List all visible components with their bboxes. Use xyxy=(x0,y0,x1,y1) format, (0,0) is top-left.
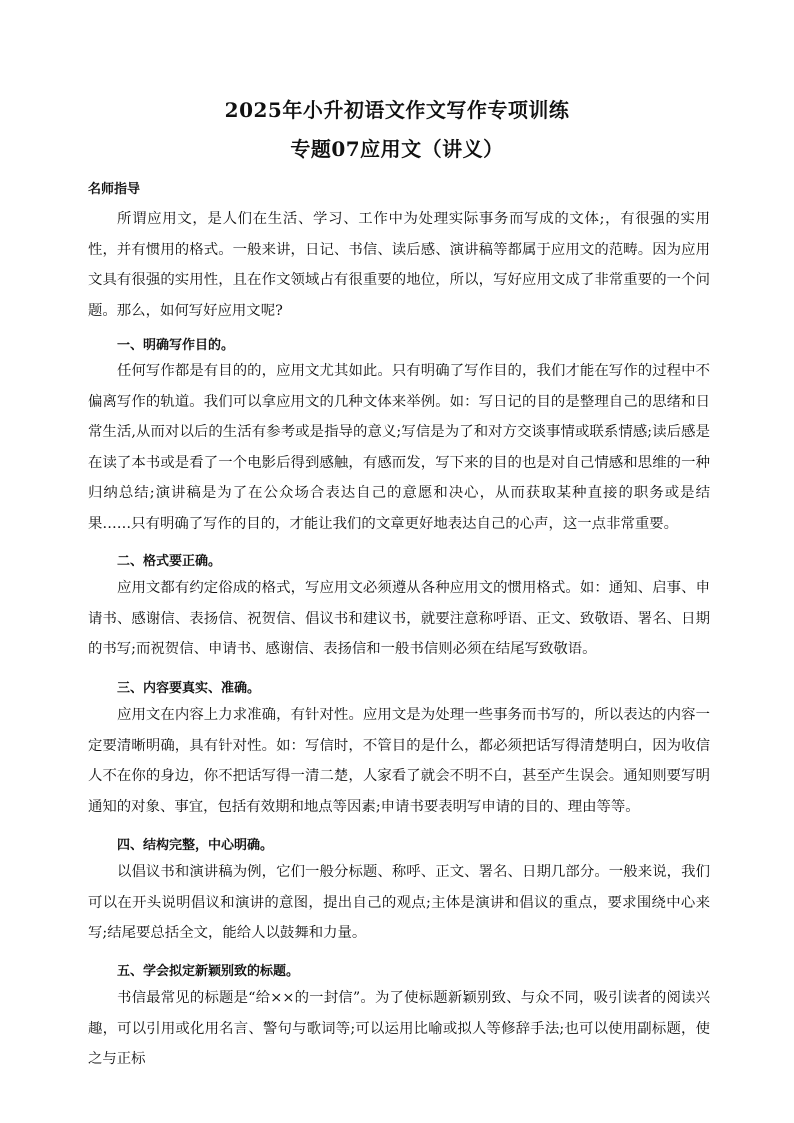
section-heading-3: 三、内容要真实、准确。 xyxy=(117,681,261,696)
document-subtitle: 专题07应用文（讲义） xyxy=(290,137,504,161)
section-body-4: 以倡议书和演讲稿为例，它们一般分标题、称呼、正文、署名、日期几部分。一般来说，我们可以在开头说明倡议和演讲的意图，提出自己的观点;主体是演讲和倡议的重点，要求围绕中心来写;结尾要总括全文，能给人以鼓舞和力量。 xyxy=(88,864,710,941)
section-body-5: 书信最常见的标题是“给××的一封信”。为了使标题新颖别致、与众不同，吸引读者的阅读兴趣，可以引用或化用名言、警句与歌词等;可以运用比喻或拟人等修辞手法;也可以使用副标题，使之与正标 xyxy=(88,990,710,1067)
section-heading-1: 一、明确写作目的。 xyxy=(117,338,235,353)
section-heading-5: 五、学会拟定新颖别致的标题。 xyxy=(117,964,300,979)
section-body-1: 任何写作都是有目的的，应用文尤其如此。只有明确了写作目的，我们才能在写作的过程中不偏离写作的轨道。我们可以拿应用文的几种文体来举例。如：写日记的目的是整理自己的思绪和日常生活,从而对以后的生活有参考或是指导的意义;写信是为了和对方交谈事情或联系情感;读后感是在读了本书或是看了一个电影后得到感触，有感而发，写下来的目的也是对自己情感和思维的一种归纳总结;演讲稿是为了在公众场合表达自己的意愿和决心，从而获取某种直接的职务或是结果……只有明确了写作的目的，才能让我们的文章更好地表达自己的心声，这一点非常重要。 xyxy=(88,363,710,532)
section-body-3: 应用文在内容上力求准确，有针对性。应用文是为处理一些事务而书写的，所以表达的内容一定要清晰明确，具有针对性。如：写信时，不管目的是什么，都必须把话写得清楚明白，因为收信人不在你的身边，你不把话写得一清二楚，人家看了就会不明不白，甚至产生误会。通知则要写明通知的对象、事宜，包括有效期和地点等因素;申请书要表明写申请的目的、理由等等。 xyxy=(88,707,710,815)
section-heading-4: 四、结构完整，中心明确。 xyxy=(117,838,274,853)
section-body-2: 应用文都有约定俗成的格式，写应用文必须遵从各种应用文的惯用格式。如：通知、启事、申请书、感谢信、表扬信、祝贺信、倡议书和建议书，就要注意称呼语、正文、致敬语、署名、日期的书写;而祝贺信、申请书、感谢信、表扬信和一般书信则必须在结尾写致敬语。 xyxy=(88,580,710,657)
section-label: 名师指导 xyxy=(88,182,141,197)
intro-paragraph: 所谓应用文，是人们在生活、学习、工作中为处理实际事务而写成的文体;，有很强的实用性，并有惯用的格式。一般来讲，日记、书信、读后感、演讲稿等都属于应用文的范畴。因为应用文具有很强的实用性，且在作文领域占有很重要的地位，所以，写好应用文成了非常重要的一个问题。那么，如何写好应用文呢? xyxy=(88,211,710,319)
document-title: 2025年小升初语文作文写作专项训练 xyxy=(224,98,570,122)
section-heading-2: 二、格式要正确。 xyxy=(117,554,222,569)
